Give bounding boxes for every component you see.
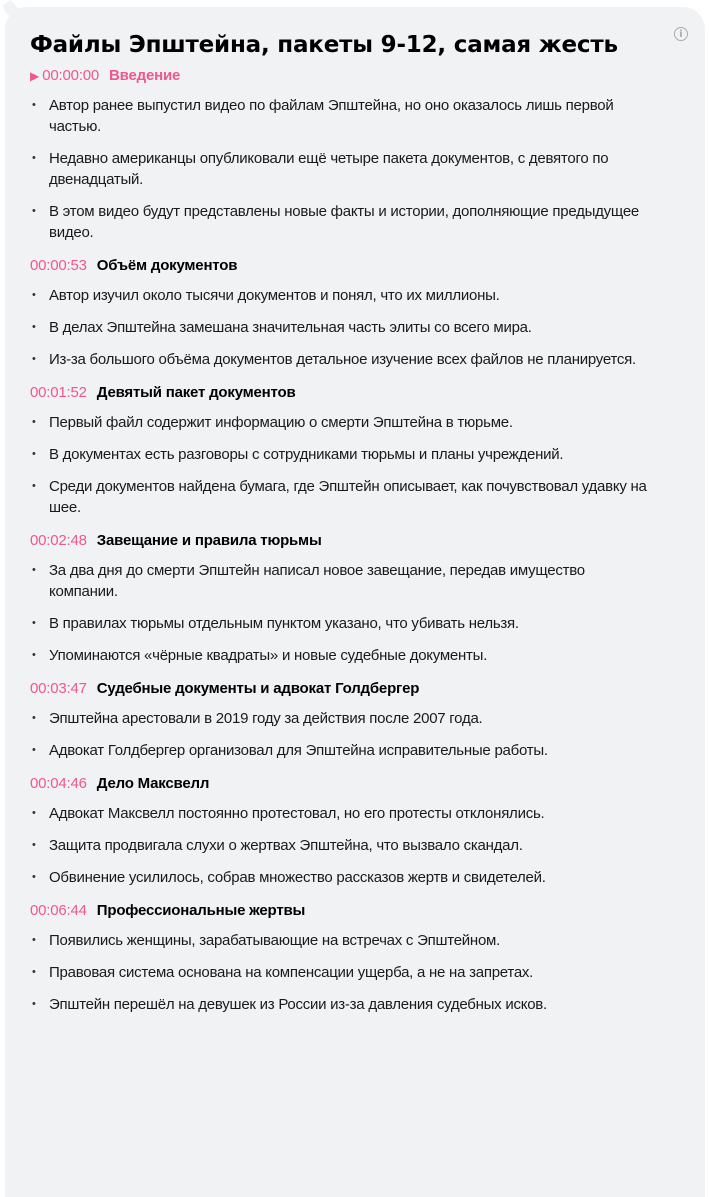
section-title: Профессиональные жертвы bbox=[96, 902, 306, 919]
section-timestamp-link[interactable] bbox=[30, 384, 677, 406]
bullet-item: • В документах есть разговоры с сотрудниками тюрьмы и планы учреждений. bbox=[30, 444, 677, 465]
summary-title: Файлы Эпштейна, пакеты 9-12, самая жесть bbox=[30, 32, 618, 58]
summary-section bbox=[30, 67, 677, 243]
bullet-item: • Среди документов найдена бумага, где Эпштейн описывает, как почувствовал удавку на шее. bbox=[30, 476, 677, 518]
summary-section bbox=[30, 384, 677, 518]
section-title: Введение bbox=[109, 67, 181, 84]
sections-list bbox=[30, 67, 677, 1015]
section-bullets bbox=[30, 803, 677, 888]
section-title: Девятый пакет документов bbox=[96, 384, 296, 401]
bullet-item: • Эпштейна арестовали в 2019 году за действия после 2007 года. bbox=[30, 708, 677, 729]
summary-section bbox=[30, 775, 677, 888]
bullet-item: • Упоминаются «чёрные квадраты» и новые судебные документы. bbox=[30, 645, 677, 666]
play-icon: ▶ bbox=[30, 69, 40, 83]
section-time[interactable]: 00:02:48 bbox=[30, 532, 87, 549]
bullet-item: • Защита продвигала слухи о жертвах Эпштейна, что вызвало скандал. bbox=[30, 835, 677, 856]
section-time[interactable]: 00:01:52 bbox=[30, 384, 87, 401]
info-icon[interactable]: i bbox=[674, 27, 688, 41]
bullet-item: • За два дня до смерти Эпштейн написал новое завещание, передав имущество компании. bbox=[30, 560, 677, 602]
section-bullets bbox=[30, 708, 677, 761]
section-bullets bbox=[30, 285, 677, 370]
section-timestamp-link[interactable] bbox=[30, 680, 677, 702]
bullet-item: • Автор изучил около тысячи документов и понял, что их миллионы. bbox=[30, 285, 677, 306]
bullet-item: • В делах Эпштейна замешана значительная часть элиты со всего мира. bbox=[30, 317, 677, 338]
bullet-item: • Появились женщины, зарабатывающие на встречах с Эпштейном. bbox=[30, 930, 677, 951]
bullet-item: • Недавно американцы опубликовали ещё четыре пакета документов, с девятого по двенадцатый. bbox=[30, 148, 677, 190]
section-time[interactable]: 00:04:46 bbox=[30, 775, 87, 792]
bullet-item: • Из-за большого объёма документов детальное изучение всех файлов не планируется. bbox=[30, 349, 677, 370]
section-timestamp-link[interactable] bbox=[30, 775, 677, 797]
section-time[interactable]: 00:00:00 bbox=[42, 67, 100, 84]
bullet-item: • Правовая система основана на компенсации ущерба, а не на запретах. bbox=[30, 962, 677, 983]
section-bullets bbox=[30, 930, 677, 1015]
section-timestamp-link[interactable] bbox=[30, 257, 677, 279]
section-bullets bbox=[30, 412, 677, 518]
bullet-item: • Эпштейн перешёл на девушек из России из-за давления судебных исков. bbox=[30, 994, 677, 1015]
section-bullets bbox=[30, 560, 677, 666]
bullet-item: • В правилах тюрьмы отдельным пунктом указано, что убивать нельзя. bbox=[30, 613, 677, 634]
section-timestamp-link[interactable] bbox=[30, 532, 677, 554]
section-timestamp-link[interactable] bbox=[30, 67, 677, 89]
section-time[interactable]: 00:03:47 bbox=[30, 680, 87, 697]
section-title: Дело Максвелл bbox=[96, 775, 210, 792]
section-time[interactable]: 00:00:53 bbox=[30, 257, 87, 274]
section-time[interactable]: 00:06:44 bbox=[30, 902, 87, 919]
bullet-item: • Первый файл содержит информацию о смерти Эпштейна в тюрьме. bbox=[30, 412, 677, 433]
summary-section bbox=[30, 680, 677, 761]
section-title: Судебные документы и адвокат Голдбергер bbox=[96, 680, 420, 697]
bullet-item: • Обвинение усилилось, собрав множество рассказов жертв и свидетелей. bbox=[30, 867, 677, 888]
section-title: Завещание и правила тюрьмы bbox=[96, 532, 322, 549]
bullet-item: • Автор ранее выпустил видео по файлам Эпштейна, но оно оказалось лишь первой частью. bbox=[30, 95, 677, 137]
summary-section bbox=[30, 257, 677, 370]
bullet-item: • В этом видео будут представлены новые факты и истории, дополняющие предыдущее видео. bbox=[30, 201, 677, 243]
section-bullets bbox=[30, 95, 677, 243]
summary-section bbox=[30, 532, 677, 666]
section-timestamp-link[interactable] bbox=[30, 902, 677, 924]
summary-section bbox=[30, 902, 677, 1015]
section-title: Объём документов bbox=[96, 257, 238, 274]
bullet-item: • Адвокат Максвелл постоянно протестовал, но его протесты отклонялись. bbox=[30, 803, 677, 824]
bullet-item: • Адвокат Голдбергер организовал для Эпштейна исправительные работы. bbox=[30, 740, 677, 761]
video-summary-card bbox=[5, 7, 705, 1197]
